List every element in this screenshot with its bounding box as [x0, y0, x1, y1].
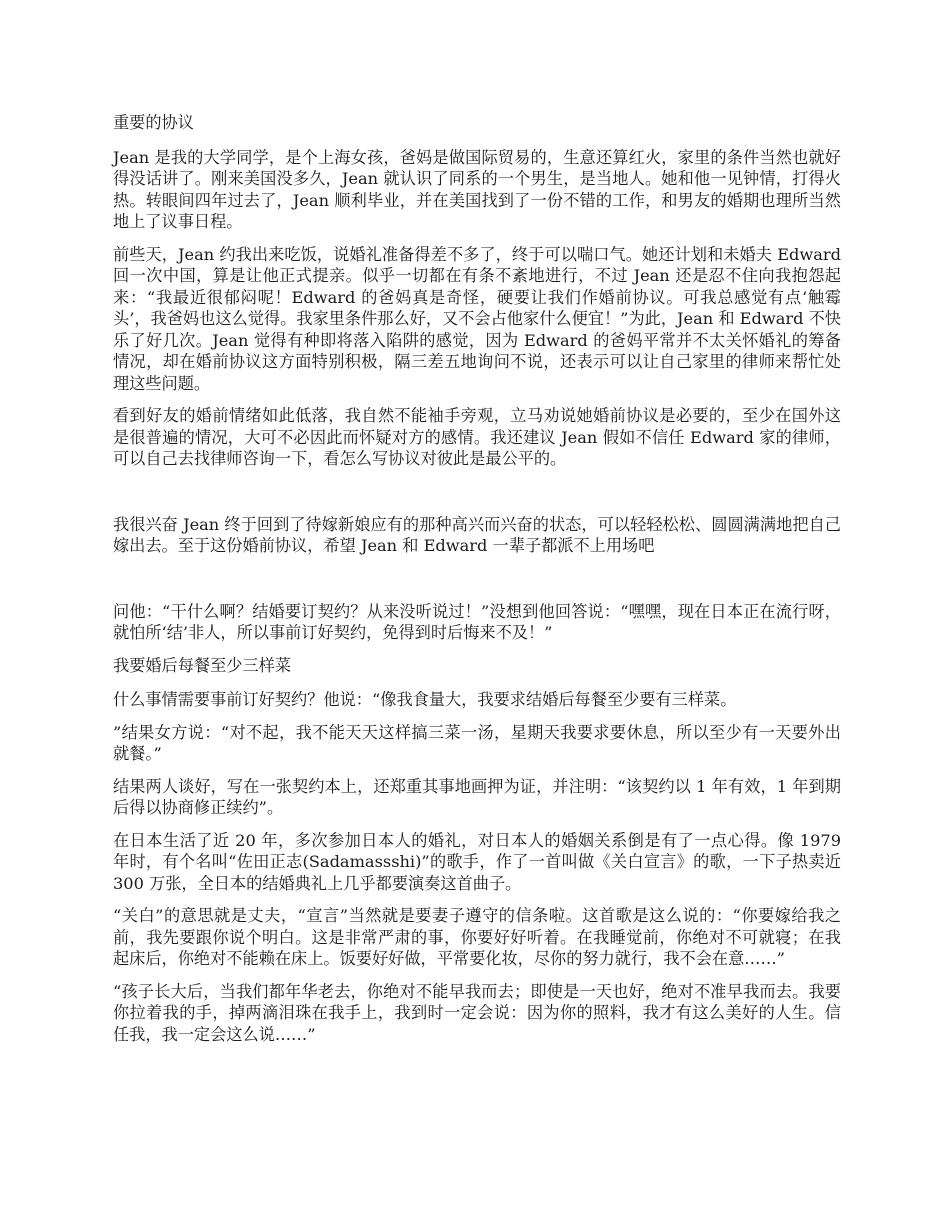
paragraph-japan-contract: 问他：“干什么啊？结婚要订契约？从来没听说过！”没想到他回答说：“嘿嘿，现在日本正在流行呀，就怕所‘结’非人，所以事前订好契约，免得到时后悔来不及！” [113, 601, 841, 642]
paragraph-advice: 看到好友的婚前情绪如此低落，我自然不能袖手旁观，立马劝说她婚前协议是必要的，至少在国外这是很普遍的情况，大可不必因此而怀疑对方的感情。我还建议 Jean 假如不信任 Edward 家的律师，可以自己去找律师咨询一下，看怎么写协议对彼此是最公平的。 [113, 406, 841, 468]
paragraph-song-lyrics-2: “孩子长大后，当我们都年华老去，你绝对不能早我而去；即使是一天也好，绝对不准早我而去。我要你拉着我的手，掉两滴泪珠在我手上，我到时一定会说：因为你的照料，我才有这么美好的人生。信任我，我一定会这么说……” [113, 981, 841, 1044]
paragraph-prenup-complaint: 前些天，Jean 约我出来吃饭，说婚礼准备得差不多了，终于可以喘口气。她还计划和未婚夫 Edward 回一次中国，算是让他正式提亲。似乎一切都在有条不紊地进行，不过 Jean 还是忍不住向我抱怨起来：“我最近很郁闷呢！Edward 的爸妈真是奇怪，硬要让我们作婚前协议。可我总感觉有点‘触霉头’，我爸妈也这么觉得。我家里条件那么好，又不会占他家什么便宜！”为此，Jean 和 Edward 不快乐了好几次。Jean 觉得有种即将落入陷阱的感觉，因为 Edward 的爸妈平常并不太关怀婚礼的筹备情况，却在婚前协议这方面特别积极，隔三差五地询问不说，还表示可以让自己家里的律师来帮忙处理这些问题。 [113, 244, 841, 393]
paragraph-contract-signed: 结果两人谈好，写在一张契约本上，还郑重其事地画押为证，并注明：“该契约以 1 年有效，1 年到期后得以协商修正续约”。 [113, 776, 841, 817]
document-body [113, 112, 841, 1056]
paragraph-japan-marriage: 在日本生活了近 20 年，多次参加日本人的婚礼，对日本人的婚姻关系倒是有了一点心得。像 1979 年时，有个名叫“佐田正志(Sadamassshi)”的歌手，作了一首叫做《关白宣言》的歌，一下子热卖近 300 万张，全日本的结婚典礼上几乎都要演奏这首曲子。 [113, 830, 841, 893]
title-important-agreement: 重要的协议 [113, 113, 194, 132]
subtitle-three-dishes: 我要婚后每餐至少三样菜 [113, 655, 292, 675]
paragraph-happy-ending: 我很兴奋 Jean 终于回到了待嫁新娘应有的那种高兴而兴奋的状态，可以轻轻松松、圆圆满满地把自己嫁出去。至于这份婚前协议，希望 Jean 和 Edward 一辈子都派不上用场吧 [113, 514, 841, 555]
paragraph-jean-intro: Jean 是我的大学同学，是个上海女孩，爸妈是做国际贸易的，生意还算红火，家里的条件当然也就好得没话讲了。刚来美国没多久，Jean 就认识了同系的一个男生，是当地人。她和他一见钟情，打得火热。转眼间四年过去了，Jean 顺利毕业，并在美国找到了一份不错的工作，和男友的婚期也理所当然地上了议事日程。 [113, 147, 841, 231]
paragraph-wife-reply: ”结果女方说：“对不起，我不能天天这样搞三菜一汤，星期天我要求要休息，所以至少有一天要外出就餐。” [113, 722, 841, 763]
paragraph-song-lyrics-1: “关白”的意思就是丈夫，“宣言”当然就是要妻子遵守的信条啦。这首歌是这么说的：“你要嫁给我之前，我先要跟你说个明白。这是非常严肃的事，你要好好听着。在我睡觉前，你绝对不可就寝；在我起床后，你绝对不能赖在床上。饭要好好做，平常要化妆，尽你的努力就行，我不会在意……” [113, 906, 841, 968]
paragraph-food-request: 什么事情需要事前订好契约？他说：“像我食量大，我要求结婚后每餐至少要有三样菜。 [113, 690, 737, 709]
